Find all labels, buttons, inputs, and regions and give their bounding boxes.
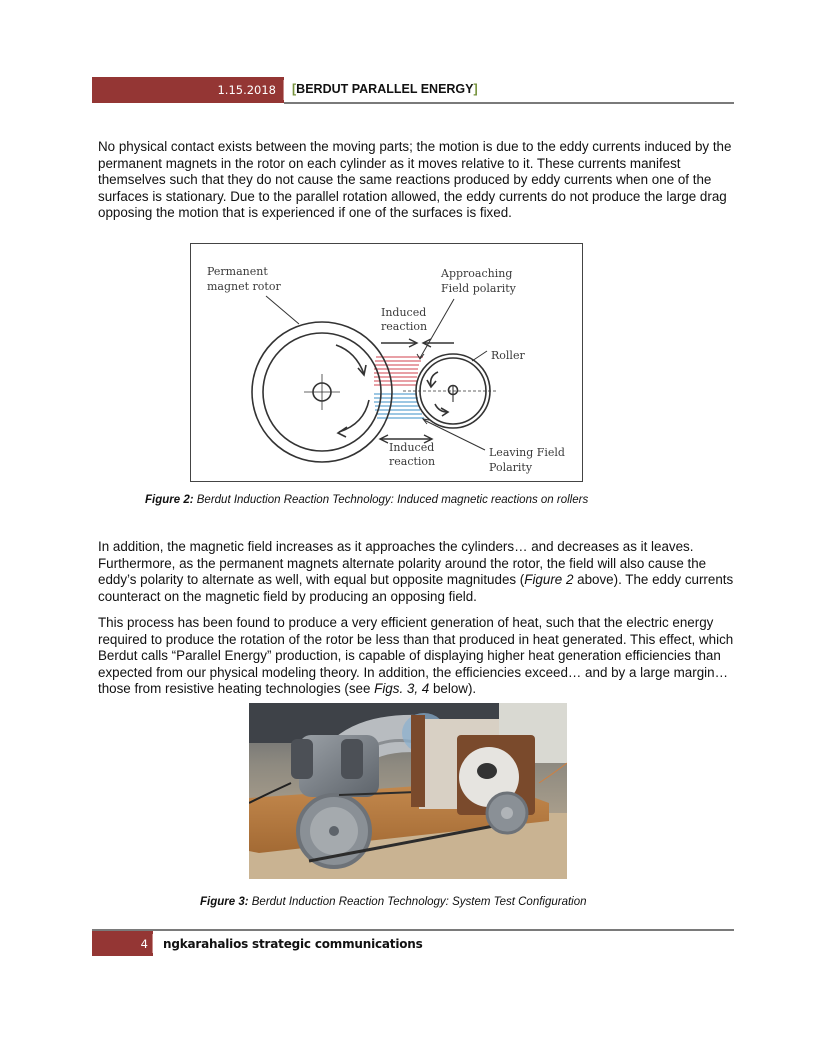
figure-2-caption-label: Figure 2: <box>145 494 194 506</box>
figure-2-caption <box>145 494 588 506</box>
paragraph-2-text: In addition, the magnetic field increases as it approaches the cylinders… and decreases as it leaves. Furthermore, as the permanent magnets alternate polarity around the rotor, the field will also cause the eddy’s polarity to alternate as well, with equal but opposite magnitudes ( <box>98 539 707 587</box>
figure-2-reference: Figure 2 <box>524 572 574 587</box>
paragraph-magnetic-field <box>98 539 738 605</box>
figure-3-caption-label: Figure 3: <box>200 896 249 908</box>
label-induced-bottom: Induced <box>389 441 435 454</box>
label-induced-top: Induced <box>381 306 427 319</box>
label-field-polarity: Field polarity <box>441 282 516 295</box>
paragraph-heat-generation <box>98 615 738 698</box>
header-date: 1.15.2018 <box>217 83 276 97</box>
footer-rule <box>92 929 734 931</box>
document-title <box>292 82 478 96</box>
label-polarity: Polarity <box>489 461 533 474</box>
title-bracket-close: ] <box>473 82 478 96</box>
figure-3-photo <box>249 703 567 879</box>
label-approaching: Approaching <box>441 267 513 280</box>
label-magnet-rotor: magnet rotor <box>207 280 281 293</box>
label-reaction-bottom: reaction <box>389 455 436 468</box>
paragraph-3-text: This process has been found to produce a very efficient generation of heat, such that the electric energy required to produce the rotation of the rotor be less than that produced in heat generated. This effect, which Berdut calls “Parallel Energy” production, is capable of displaying higher heat generation efficiencies than expected from our physical modeling theory. In addition, the efficiencies exceed… and by a large margin… those from resistive heating technologies (see <box>98 615 734 696</box>
footer-organization: ngkarahalios strategic communications <box>163 937 423 951</box>
footer-page-box <box>92 931 153 956</box>
paragraph-3-text-end: below). <box>429 681 477 696</box>
induction-diagram <box>191 244 581 480</box>
approaching-field-hatch <box>374 357 423 385</box>
figure-3-caption <box>200 896 587 908</box>
header-separator <box>283 80 284 100</box>
paragraph-eddy-currents: No physical contact exists between the moving parts; the motion is due to the eddy currents induced by the permanent magnets in the rotor on each cylinder as it moves relative to it. These currents manifest themselves such that they do not cause the same reactions produced by eddy currents when one of the surfaces is stationary. Due to the parallel rotation allowed, the eddy currents do not produce the large drag opposing the motion that is experienced if one of the surfaces is fixed. <box>98 139 732 220</box>
paragraph-2-text-end: above). The eddy currents counteract on the magnetic field by producing an opposing field. <box>98 572 734 604</box>
induced-reaction-arrows-top <box>381 339 454 347</box>
figure-3-caption-text: Berdut Induction Reaction Technology: System Test Configuration <box>248 896 587 908</box>
label-roller: Roller <box>491 349 525 362</box>
label-leaving-field: Leaving Field <box>489 446 565 459</box>
header-date-box <box>92 77 284 103</box>
figure-2-diagram <box>190 243 583 482</box>
title-text: BERDUT PARALLEL ENERGY <box>296 82 474 96</box>
test-rig-illustration <box>249 703 567 879</box>
header-rule <box>284 102 734 104</box>
label-reaction-top: reaction <box>381 320 428 333</box>
rotor-rotation-arrows <box>336 345 369 437</box>
rotor-icon <box>252 322 392 462</box>
title-bracket-open: [ <box>292 82 297 96</box>
footer-separator <box>152 934 153 953</box>
label-permanent: Permanent <box>207 265 268 278</box>
page-number: 4 <box>140 937 148 951</box>
figs-3-4-reference: Figs. 3, 4 <box>374 681 430 696</box>
figure-2-caption-text: Berdut Induction Reaction Technology: Induced magnetic reactions on rollers <box>193 494 589 506</box>
